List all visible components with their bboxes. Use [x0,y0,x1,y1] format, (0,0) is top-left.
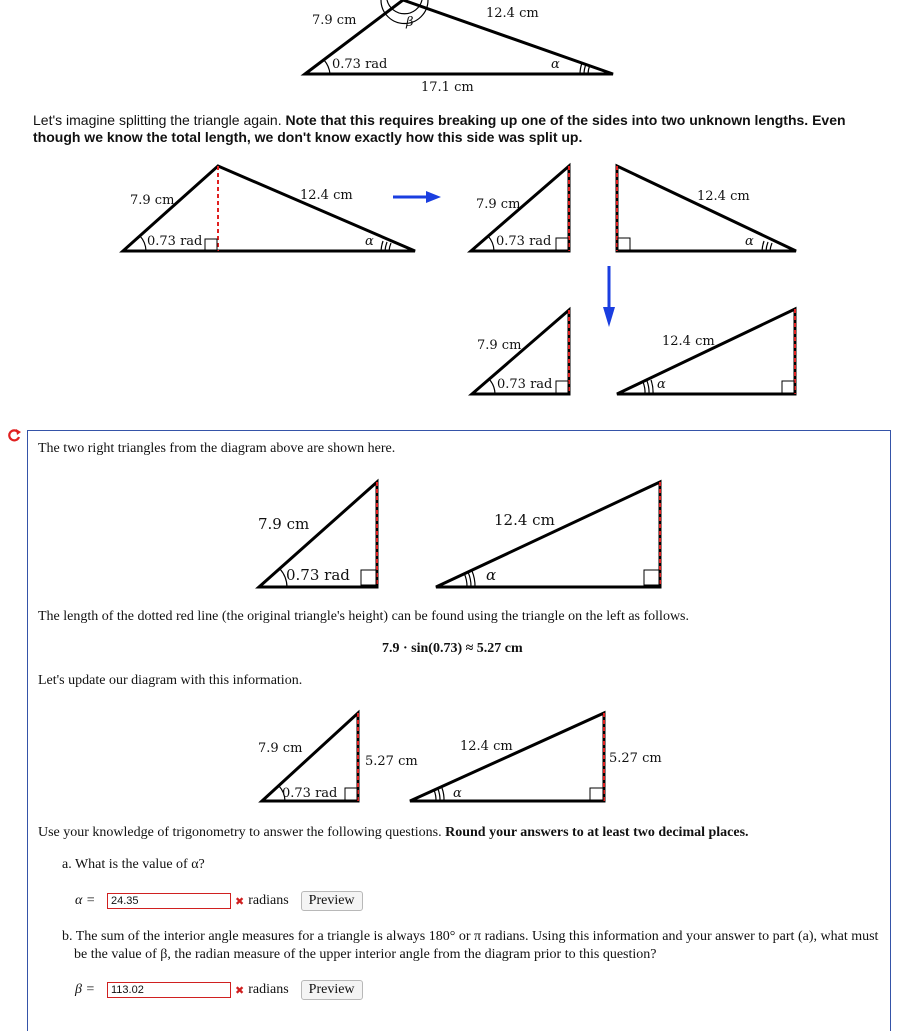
top-right-side-label: 12.4 cm [486,6,539,21]
svg-text:0.73 rad: 0.73 rad [496,234,552,249]
height-formula: 7.9 · sin(0.73) ≈ 5.27 cm [382,641,523,656]
split-left-angle-label: 0.73 rad [147,234,203,249]
two-right-triangles-diagram [0,470,900,595]
beta-unit-label: radians [248,982,289,997]
svg-text:12.4 cm: 12.4 cm [460,739,513,754]
svg-text:12.4 cm: 12.4 cm [662,334,715,349]
beta-label: β [406,15,414,30]
alpha-unit-label: radians [248,893,289,908]
question-a-label: a. What is the value of α? [62,857,205,872]
svg-text:12.4 cm: 12.4 cm [494,511,555,529]
left-height-label: 5.27 cm [365,754,418,769]
svg-text:α: α [657,377,666,392]
updated-triangles-diagram [0,705,900,805]
svg-text:0.73 rad: 0.73 rad [497,377,553,392]
svg-text:α: α [745,234,754,249]
right-right-triangle [617,166,796,251]
svg-text:7.9 cm: 7.9 cm [476,197,521,212]
alpha-angle-arc [580,63,582,74]
beta-preview-button[interactable]: Preview [301,980,363,1000]
right-angle-marker [205,239,217,251]
question-b-answer-row [75,980,363,1000]
incorrect-icon: ✖ [235,894,245,908]
height-explanation: The length of the dotted red line (the original triangle's height) can be found using the triangle on the left as follows. [38,609,690,624]
instruction-text: Use your knowledge of trigonometry to answer the following questions. Round your answers to at least two decimal places. [38,825,749,840]
svg-text:α: α [486,566,497,584]
lower-right-right-triangle [617,309,795,394]
split-left-side-label: 7.9 cm [130,193,175,208]
intro-paragraph: Let's imagine splitting the triangle again. Note that this requires breaking up one of the sides into two unknown lengths. Even though we know the total length, we don't know exactly how this side was split up. [33,112,846,145]
svg-text:0.73 rad: 0.73 rad [282,786,338,801]
split-triangle-diagram [0,150,900,425]
svg-text:12.4 cm: 12.4 cm [697,189,750,204]
svg-text:α: α [453,786,462,801]
reset-icon[interactable] [8,429,22,443]
svg-text:7.9 cm: 7.9 cm [258,515,310,533]
alpha-preview-button[interactable]: Preview [301,891,363,911]
left-angle-arc [324,60,330,74]
svg-text:0.73 rad: 0.73 rad [286,566,350,584]
incorrect-icon: ✖ [235,983,245,997]
top-left-angle-label: 0.73 rad [332,57,388,72]
beta-var-label: β = [75,982,95,997]
split-alpha-label: α [365,234,374,249]
question-b-label: b. The sum of the interior angle measures for a triangle is always 180° or π radians. Using this information and your answer to part (a), what must be the value of β, the radian measure of the upper interior angle from the diagram prior to this question? [62,929,879,962]
top-bottom-side-label: 17.1 cm [421,80,474,95]
right-height-label: 5.27 cm [609,751,662,766]
update-text: Let's update our diagram with this information. [38,673,303,688]
beta-answer-input[interactable]: 113.02 [107,982,231,998]
alpha-answer-input[interactable]: 24.35 [107,893,231,909]
question-a-answer-row [75,891,363,911]
top-alpha-label: α [551,57,560,72]
right-triangles-text: The two right triangles from the diagram above are shown here. [38,441,396,456]
original-triangle-diagram [0,0,900,100]
alpha-var-label: α = [75,893,96,908]
svg-text:7.9 cm: 7.9 cm [477,338,522,353]
svg-text:7.9 cm: 7.9 cm [258,741,303,756]
top-left-side-label: 7.9 cm [312,13,357,28]
split-right-side-label: 12.4 cm [300,188,353,203]
